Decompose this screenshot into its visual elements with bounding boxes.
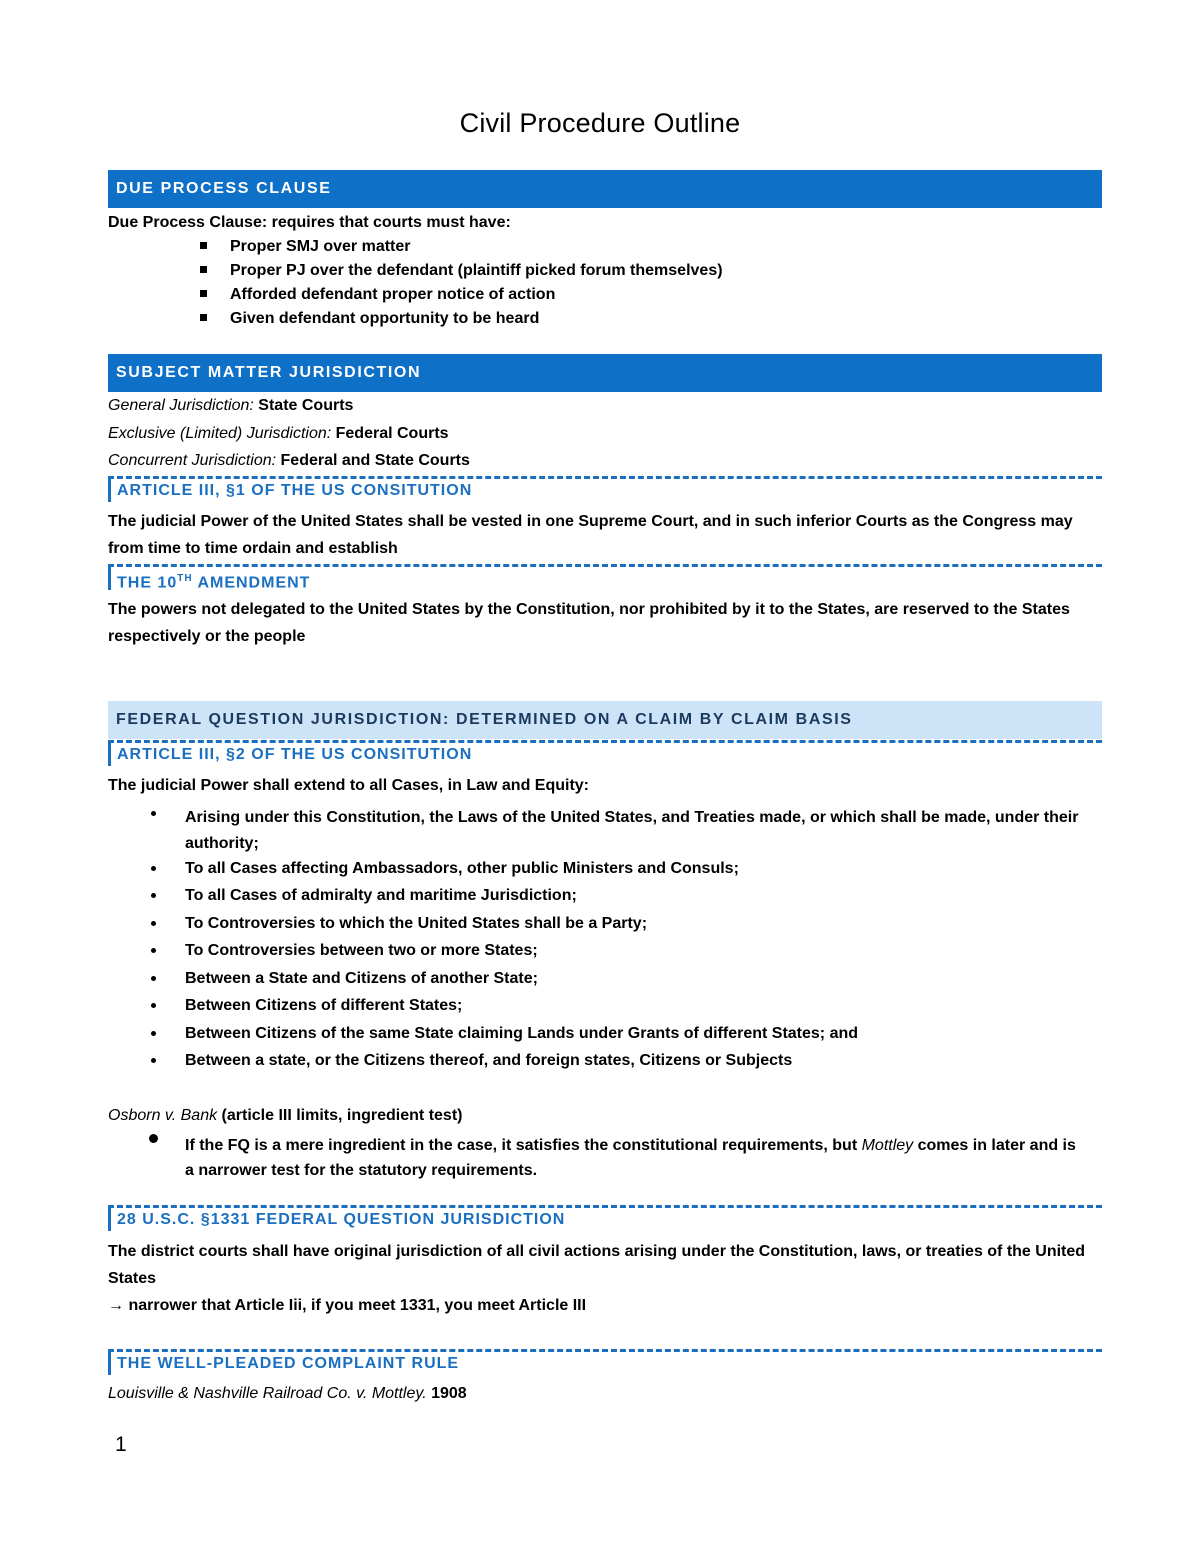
bullet-dot-icon [151, 976, 156, 981]
subheading-usc-1331: 28 U.S.C. §1331 FEDERAL QUESTION JURISDICTION [108, 1205, 1102, 1231]
smj-exclusive: Exclusive (Limited) Jurisdiction: Federal Courts [108, 425, 449, 442]
bullet-dot-icon [151, 948, 156, 953]
square-bullet-icon [200, 314, 207, 321]
bullet-dot-icon [151, 1058, 156, 1063]
article3-2-intro: The judicial Power shall extend to all Cases, in Law and Equity: [108, 777, 589, 794]
document-page: Civil Procedure Outline DUE PROCESS CLAUSE Due Process Clause: requires that courts must have: Proper SMJ over matter Proper PJ over the defendant (plaintiff picked forum themselves) Afforded defendant proper notice of action Given defendant opportunity to be heard SUBJECT MATTER JURISDICTION General Jurisdiction: State Courts Exclusive (Limited) Jurisdiction: Federal Courts Concurrent Jurisdiction: Federal and State Courts ARTICLE III, §1 OF THE US CONSITUTION The judicial Power of the United States shall be vested in one Supreme Court, and in such inferior Courts as the Congress may from time to time ordain and establish THE 10TH AMENDMENT The powers not delegated to the United States by the Constitution, nor prohibited by it to the States, are reserved to the States respectively or the people FEDERAL QUESTION JURISDICTION: DETERMINED ON A CLAIM BY CLAIM BASIS ARTICLE III, §2 OF THE US CONSITUTION The judicial Power shall extend to all Cases, in Law and Equity: Arising under this Constitution, the Laws of the United States, and Treaties made, or which shall be made, under their authority; To all Cases affecting Ambassadors, other public Ministers and Consuls; To all Cases of admiralty and maritime Jurisdiction; To Controversies to which the United States shall be a Party; To Controversies between two or more States; Between a State and Citizens of another State; Between Citizens of different States; Between Citizens of the same State claiming Lands under Grants of different States; and Between a state, or the Citizens thereof, and foreign states, Citizens or Subjects Osborn v. Bank (article III limits, ingredient test) If the FQ is a mere ingredient in the case, it satisfies the constitutional requirements, but Mottley comes in later and is a narrower test for the statutory requirements. 28 U.S.C. §1331 FEDERAL QUESTION JURISDICTION The district courts shall have original jurisdiction of all civil actions arising under the Constitution, laws, or treaties of the United States → narrower that Article Iii, if you meet 1331, you meet Article III THE WELL-PLEADED COMPLAINT RULE Louisville & Nashville Railroad Co. v. Mottley. 1908 1 [0, 0, 1200, 1553]
bullet-dot-icon [151, 1003, 156, 1008]
arrow-right-icon: → [108, 1297, 124, 1314]
subheading-well-pleaded: THE WELL-PLEADED COMPLAINT RULE [108, 1349, 1102, 1375]
bullet-dot-icon [151, 893, 156, 898]
page-title: Civil Procedure Outline [459, 108, 741, 138]
tenth-amendment-text: The powers not delegated to the United States by the Constitution, nor prohibited by it to the States, are reserved to the States respectively or the people [108, 601, 1070, 645]
osborn-case: Osborn v. Bank (article III limits, ingredient test) [108, 1107, 463, 1124]
bullet-dot-icon [149, 1134, 158, 1143]
due-process-intro: Due Process Clause: requires that courts must have: [108, 214, 511, 231]
square-bullet-icon [200, 290, 207, 297]
section-heading-smj: SUBJECT MATTER JURISDICTION [108, 354, 1102, 392]
subheading-article3-1: ARTICLE III, §1 OF THE US CONSITUTION [108, 476, 1102, 502]
usc-1331-note: → narrower that Article Iii, if you meet 1331, you meet Article III [108, 1297, 587, 1314]
page-number: 1 [115, 1433, 127, 1456]
usc-1331-text: The district courts shall have original jurisdiction of all civil actions arising under the Constitution, laws, or treaties of the United States [108, 1243, 1086, 1287]
smj-general: General Jurisdiction: State Courts [108, 397, 354, 414]
smj-concurrent: Concurrent Jurisdiction: Federal and State Courts [108, 452, 470, 469]
well-pleaded-case: Louisville & Nashville Railroad Co. v. Mottley. 1908 [108, 1385, 467, 1402]
subheading-article3-2: ARTICLE III, §2 OF THE US CONSITUTION [108, 740, 1102, 766]
bullet-dot-icon [151, 811, 156, 816]
section-heading-due-process: DUE PROCESS CLAUSE [108, 170, 1102, 208]
square-bullet-icon [200, 242, 207, 249]
bullet-dot-icon [151, 866, 156, 871]
subheading-tenth-amendment: THE 10TH AMENDMENT [108, 564, 1102, 590]
section-heading-fq: FEDERAL QUESTION JURISDICTION: DETERMINED ON A CLAIM BY CLAIM BASIS [108, 701, 1102, 739]
bullet-dot-icon [151, 1031, 156, 1036]
square-bullet-icon [200, 266, 207, 273]
article3-1-text: The judicial Power of the United States shall be vested in one Supreme Court, and in such inferior Courts as the Congress may from time to time ordain and establish [108, 513, 1073, 557]
bullet-dot-icon [151, 921, 156, 926]
